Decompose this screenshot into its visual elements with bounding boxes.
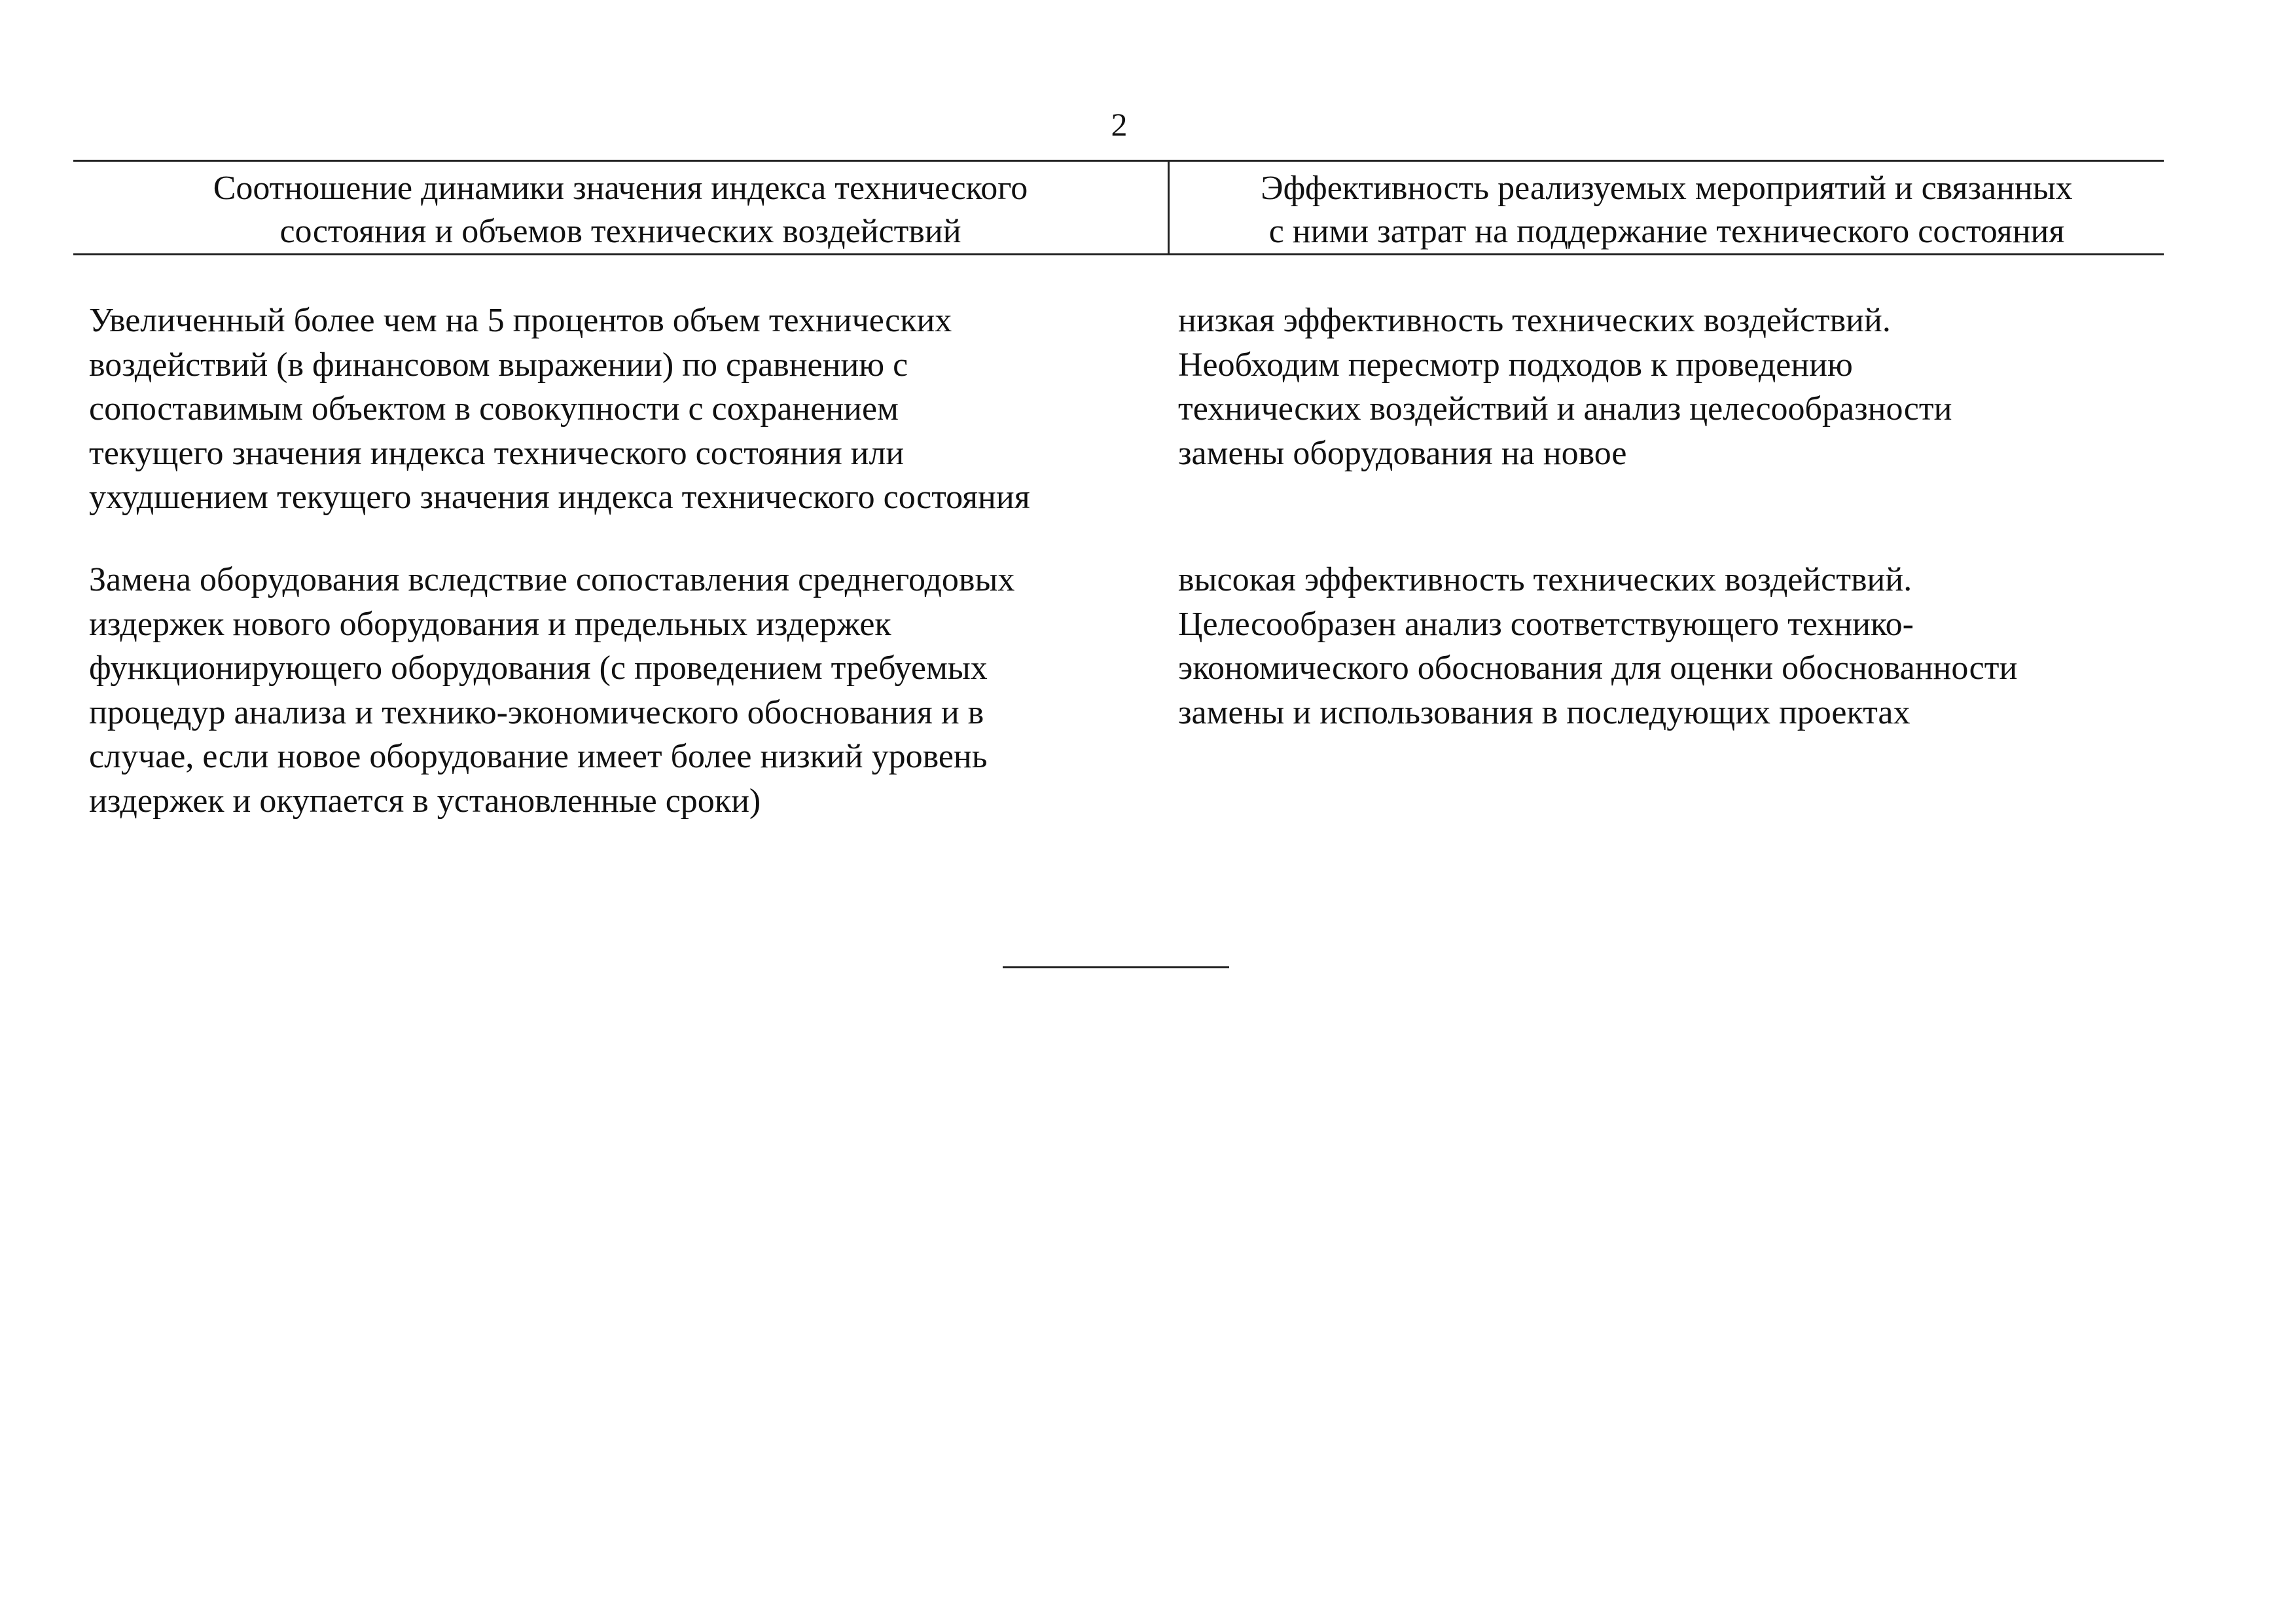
text-line: замены и использования в последующих проектах <box>1178 693 1910 731</box>
text-line: текущего значения индекса технического состояния или <box>89 434 905 472</box>
header-cell-ratio <box>73 167 1168 253</box>
text-line: ухудшением текущего значения индекса технического состояния <box>89 479 1030 516</box>
table-header <box>73 160 2164 255</box>
text-line: Увеличенный более чем на 5 процентов объем технических <box>89 302 952 339</box>
header-ratio-line: Соотношение динамики значения индекса технического <box>213 170 1028 207</box>
row-2-efficiency-cell <box>1178 558 2017 735</box>
page-number: 2 <box>1111 106 1128 143</box>
row-1-condition-cell <box>89 299 1030 520</box>
text-line: замены оборудования на новое <box>1178 434 1627 472</box>
row-1-efficiency-cell <box>1178 299 1952 475</box>
text-line: высокая эффективность технических воздействий. <box>1178 561 1912 598</box>
header-efficiency-line: Эффективность реализуемых мероприятий и связанных <box>1261 170 2073 207</box>
row-2-condition-cell <box>89 558 1014 823</box>
header-ratio-line: состояния и объемов технических воздействий <box>279 213 961 250</box>
text-line: сопоставимым объектом в совокупности с сохранением <box>89 390 899 428</box>
text-line: Необходим пересмотр подходов к проведению <box>1178 346 1853 384</box>
text-line: воздействий (в финансовом выражении) по сравнению с <box>89 346 908 384</box>
text-line: Целесообразен анализ соответствующего технико- <box>1178 605 1914 643</box>
end-of-document-rule <box>1003 966 1229 968</box>
text-line: экономического обоснования для оценки обоснованности <box>1178 649 2018 687</box>
header-cell-efficiency <box>1170 167 2164 253</box>
text-line: низкая эффективность технических воздействий. <box>1178 302 1891 339</box>
text-line: издержек нового оборудования и предельных издержек <box>89 605 891 643</box>
header-efficiency-line: с ними затрат на поддержание технического состояния <box>1268 213 2065 250</box>
text-line: процедур анализа и технико-экономического обоснования и в <box>89 693 984 731</box>
text-line: издержек и окупается в установленные сроки) <box>89 782 761 820</box>
text-line: Замена оборудования вследствие сопоставления среднегодовых <box>89 561 1015 598</box>
text-line: технических воздействий и анализ целесообразности <box>1178 390 1952 428</box>
text-line: функционирующего оборудования (с проведением требуемых <box>89 649 988 687</box>
text-line: случае, если новое оборудование имеет более низкий уровень <box>89 738 988 775</box>
